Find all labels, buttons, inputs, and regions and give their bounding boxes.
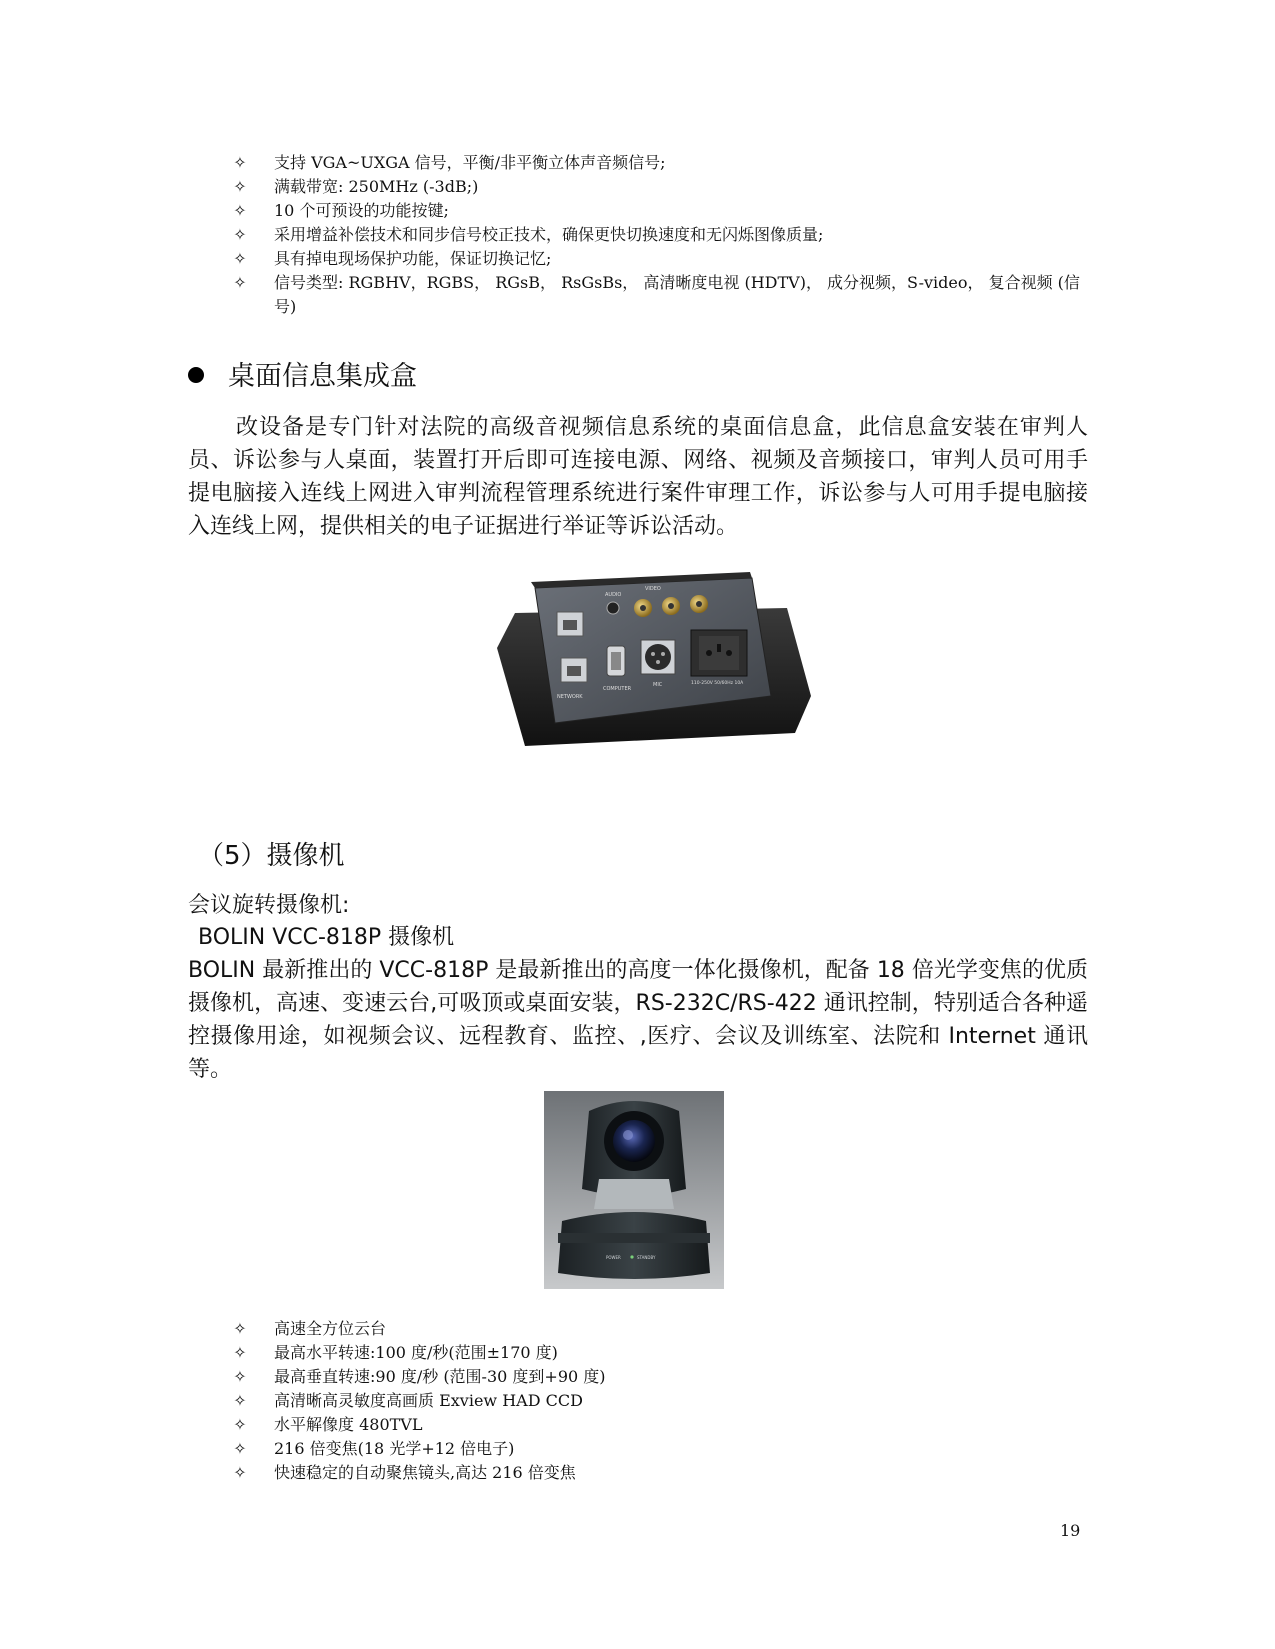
camera-model: BOLIN VCC-818P 摄像机 bbox=[198, 925, 455, 950]
power-label: 110-250V 50/60Hz 10A bbox=[691, 681, 744, 686]
list-item: ✧ 具有掉电现场保护功能，保证切换记忆; bbox=[230, 247, 1090, 271]
page-number: 19 bbox=[1060, 1521, 1081, 1540]
camera-paragraph: BOLIN 最新推出的 VCC-818P 是最新推出的高度一体化摄像机，配备 18 倍光学变焦的优质摄像机，高速、变速云台,可吸顶或桌面安装，RS-232C/RS-422 通讯控制，特别适合各种遥控摄像用途，如视频会议、远程教育、监控、,医疗、会议及训练室、法院和 Internet 通讯等。 bbox=[188, 958, 1088, 1082]
computer-label: COMPUTER bbox=[603, 686, 632, 692]
list-item: ✧ 最高垂直转速:90 度/秒 (范围-30 度到+90 度) bbox=[230, 1365, 1090, 1389]
list-item: ✧ 快速稳定的自动聚焦镜头,高达 216 倍变焦 bbox=[230, 1461, 1090, 1485]
diamond-bullet-icon: ✧ bbox=[233, 1367, 247, 1386]
camera-power-label: POWER bbox=[606, 1255, 621, 1260]
audio-label: AUDIO bbox=[605, 592, 622, 598]
list-item: ✧ 采用增益补偿技术和同步信号校正技术，确保更快切换速度和无闪烁图像质量; bbox=[230, 223, 1090, 247]
feature-list-bottom bbox=[230, 1317, 1090, 1485]
list-item: ✧ 满载带宽: 250MHz (-3dB;) bbox=[230, 175, 1090, 199]
list-item: ✧ 高清晰高灵敏度高画质 Exview HAD CCD bbox=[230, 1389, 1090, 1413]
diamond-bullet-icon: ✧ bbox=[233, 225, 247, 244]
diamond-bullet-icon: ✧ bbox=[233, 1319, 247, 1338]
diamond-bullet-icon: ✧ bbox=[233, 1439, 247, 1458]
diamond-bullet-icon: ✧ bbox=[233, 1463, 247, 1482]
video-label: VIDEO bbox=[645, 586, 661, 592]
diamond-bullet-icon: ✧ bbox=[233, 177, 247, 196]
bullet-dot-icon bbox=[188, 367, 204, 383]
diamond-bullet-icon: ✧ bbox=[233, 249, 247, 268]
network-label: NETWORK bbox=[557, 694, 583, 700]
diamond-bullet-icon: ✧ bbox=[233, 201, 247, 220]
diamond-bullet-icon: ✧ bbox=[233, 1391, 247, 1410]
list-item: ✧ 信号类型: RGBHV，RGBS， RGsB， RsGsBs， 高清晰度电视 (HDTV)， 成分视频，S-video， 复合视频 (信号) bbox=[230, 271, 1090, 319]
feature-list-top bbox=[230, 151, 1090, 319]
list-item: ✧ 216 倍变焦(18 光学+12 倍电子) bbox=[230, 1437, 1090, 1461]
camera-image bbox=[544, 1091, 724, 1289]
camera-heading: （5）摄像机 bbox=[198, 841, 345, 871]
mic-label: MIC bbox=[653, 682, 663, 688]
camera-standby-label: STANDBY bbox=[637, 1255, 656, 1260]
camera-intro: 会议旋转摄像机: bbox=[188, 893, 350, 918]
diamond-bullet-icon: ✧ bbox=[233, 1415, 247, 1434]
diamond-bullet-icon: ✧ bbox=[233, 1343, 247, 1362]
section-title: 桌面信息集成盒 bbox=[228, 361, 417, 392]
list-item: ✧ 支持 VGA~UXGA 信号，平衡/非平衡立体声音频信号; bbox=[230, 151, 1090, 175]
diamond-bullet-icon: ✧ bbox=[233, 153, 247, 172]
list-item: ✧ 最高水平转速:100 度/秒(范围±170 度) bbox=[230, 1341, 1090, 1365]
desktop-info-box-image bbox=[495, 568, 815, 758]
list-item: ✧ 高速全方位云台 bbox=[230, 1317, 1090, 1341]
section-paragraph: 改设备是专门针对法院的高级音视频信息系统的桌面信息盒，此信息盒安装在审判人员、诉讼参与人桌面，装置打开后即可连接电源、网络、视频及音频接口，审判人员可用手提电脑接入连线上网进入审判流程管理系统进行案件审理工作，诉讼参与人可用手提电脑接入连线上网，提供相关的电子证据进行举证等诉讼活动。 bbox=[188, 415, 1088, 539]
list-item: ✧ 水平解像度 480TVL bbox=[230, 1413, 1090, 1437]
section-heading bbox=[188, 357, 417, 397]
list-item: ✧ 10 个可预设的功能按键; bbox=[230, 199, 1090, 223]
diamond-bullet-icon: ✧ bbox=[233, 273, 247, 292]
